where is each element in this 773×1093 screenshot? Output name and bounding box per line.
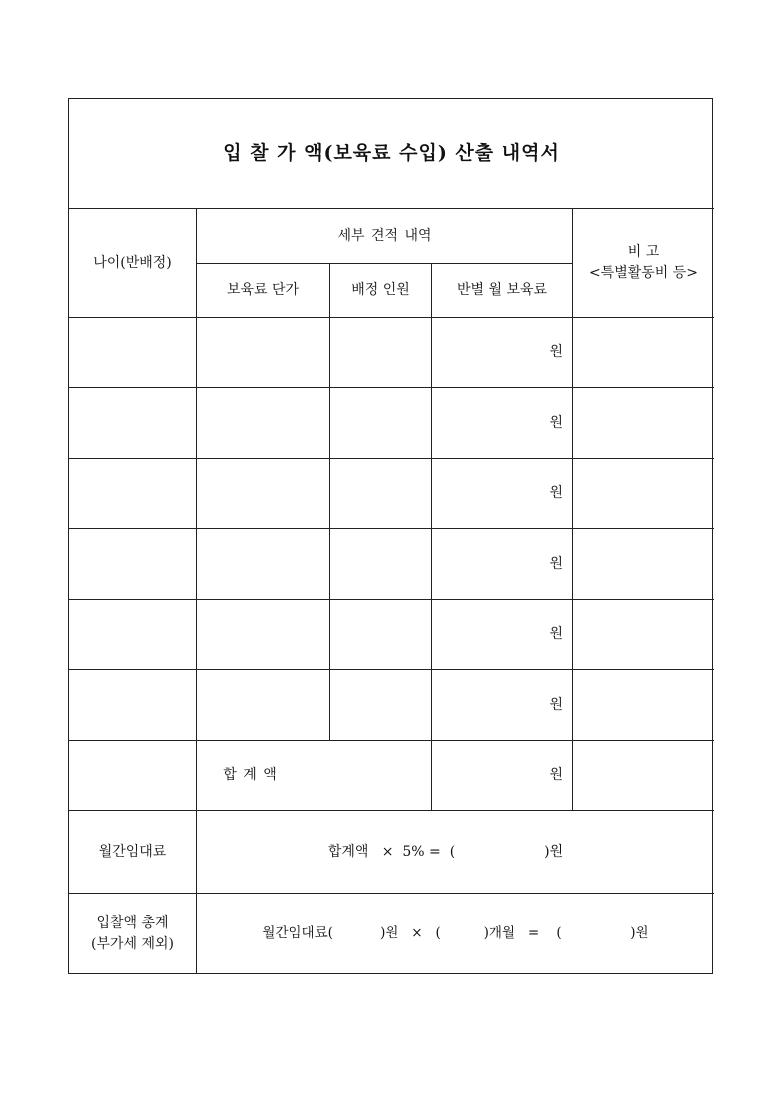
col-divider-unit-price [329,263,330,740]
total-won: 원 [549,767,563,783]
bid-total-formula: 월간임대료( )원 × ( )개월 = ( )원 [262,925,649,942]
row-3-won: 원 [549,485,563,501]
total-label: 합 계 액 [223,767,277,783]
divider-under-column-headers [69,317,714,318]
bid-total-label-line1: 입찰액 총계 [96,914,169,931]
divider-row-3 [69,528,714,529]
monthly-rent-formula: 합계액 × 5% = ( )원 [327,843,564,860]
header-age: 나이(반배정) [93,254,172,271]
header-remark-line1: 비 고 [627,244,660,260]
header-remark-line2: <특별활동비 등> [588,265,699,281]
row-5-won: 원 [549,626,563,642]
monthly-rent-label: 월간임대료 [98,843,167,860]
divider-row-2 [69,458,714,459]
row-6-won: 원 [549,696,563,713]
divider-row-5 [69,669,714,670]
document-title: 입 찰 가 액(보육료 수입) 산출 내역서 [223,142,560,165]
bid-total-label [69,894,196,973]
header-unit-price: 보육료 단가 [226,282,300,298]
header-detail-estimate: 세부 견적 내역 [337,227,432,244]
header-assigned: 배정 인원 [351,282,410,298]
divider-row-4 [69,599,714,600]
bid-estimate-form [68,98,713,974]
header-monthly-fee: 반별 월 보육료 [456,282,548,298]
row-4-won: 원 [549,555,563,572]
divider-row-1 [69,387,714,388]
header-remark [573,209,714,317]
row-2-won: 원 [549,414,563,431]
row-1-won: 원 [549,344,563,360]
bid-total-label-line2: (부가세 제외) [91,935,174,952]
